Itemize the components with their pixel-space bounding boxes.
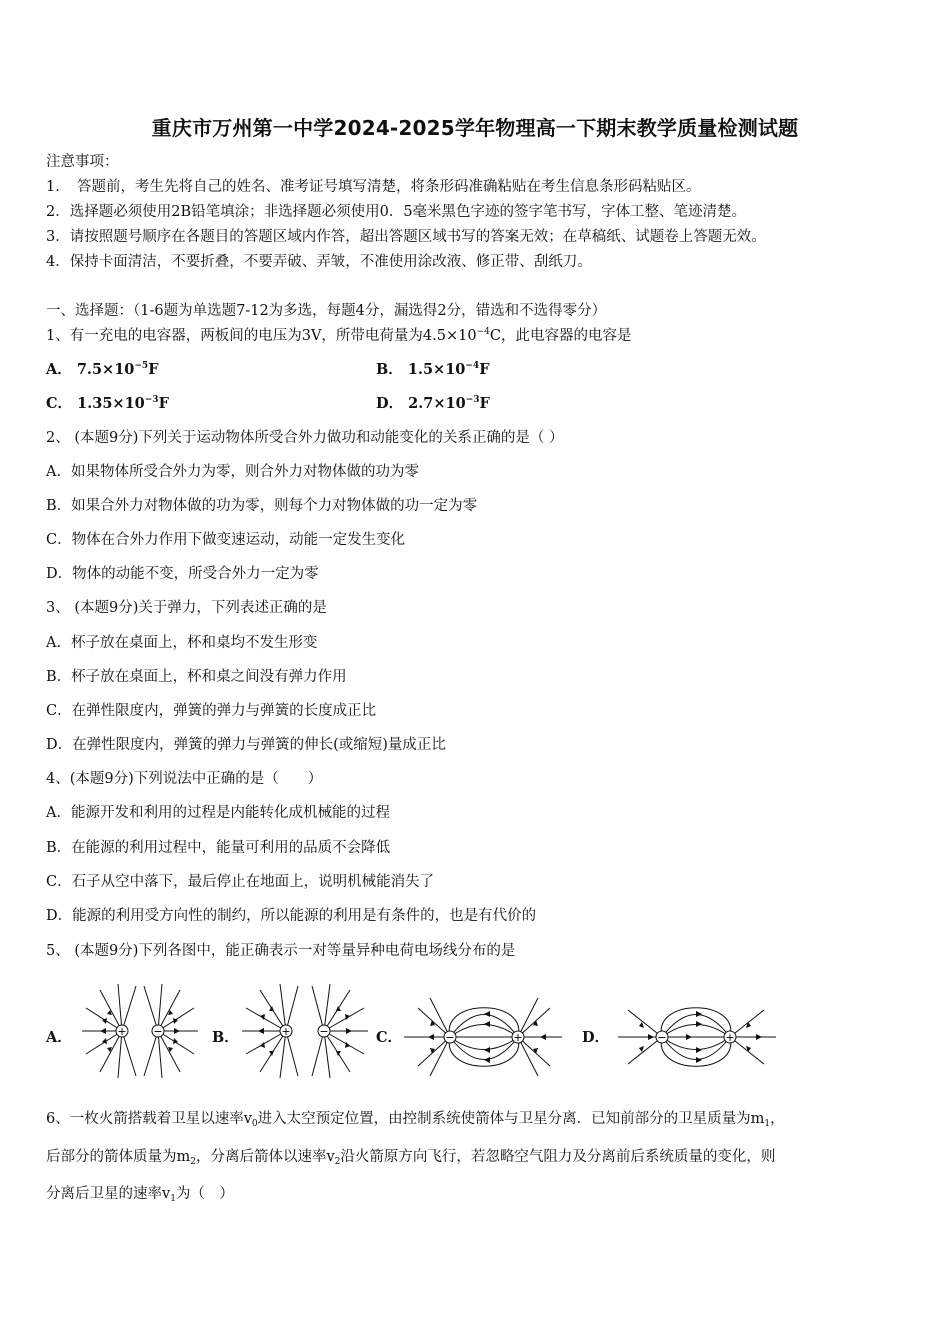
note-item-1: 1． 答题前，考生先将自己的姓名、准考证号填写清楚，将条形码准确粘贴在考生信息条形码粘贴区。 xyxy=(46,179,701,195)
plus-sign: + xyxy=(117,1025,127,1038)
q4-option-c: C．石子从空中落下，最后停止在地面上，说明机械能消失了 xyxy=(46,874,435,890)
q2-option-c: C．物体在合外力作用下做变速运动，动能一定发生变化 xyxy=(46,532,406,548)
question-4-stem: 4、(本题9分)下列说法中正确的是（ ） xyxy=(46,771,323,787)
field-lines-c xyxy=(404,998,562,1076)
field-lines-d xyxy=(618,1008,776,1067)
question-2-stem: 2、 (本题9分)下列关于运动物体所受合外力做功和动能变化的关系正确的是（ ） xyxy=(46,430,564,446)
q4-option-b: B．在能源的利用过程中，能量可利用的品质不会降低 xyxy=(46,840,391,856)
question-5-stem: 5、 (本题9分)下列各图中，能正确表示一对等量异种电荷电场线分布的是 xyxy=(46,943,516,959)
q1-option-d: D． $2.7\times 10^{-3}F$ xyxy=(376,395,490,412)
note-item-2: 2．选择题必须使用2B铅笔填涂；非选择题必须使用0．5毫米黑色字迹的签字笔书写，字体工整、笔迹清楚。 xyxy=(46,204,747,220)
question-6-line-1: 6、一枚火箭搭载着卫星以速率$v_0$进入太空预定位置，由控制系统使箭体与卫星分离．已知前部分的卫星质量为$m_1$， xyxy=(46,1111,785,1129)
section-heading: 一、选择题：（1-6题为单选题7-12为多选，每题4分，漏选得2分，错选和不选得零分） xyxy=(46,303,607,319)
q2-option-d: D．物体的动能不变，所受合外力一定为零 xyxy=(46,566,319,582)
question-6-line-3: 分离后卫星的速率$v_1$为（ ） xyxy=(46,1186,234,1204)
q1-option-a: A． $7.5\times 10^{-5}F$ xyxy=(46,361,159,378)
q5-label-c: C． xyxy=(376,1029,403,1046)
note-item-3: 3．请按照题号顺序在各题目的答题区域内作答，超出答题区域书写的答案无效；在草稿纸、试题卷上答题无效。 xyxy=(46,229,766,245)
q1-option-b: B． $1.5\times 10^{-4}F$ xyxy=(376,361,490,378)
q3-option-b: B．杯子放在桌面上，杯和桌之间没有弹力作用 xyxy=(46,669,347,685)
field-diagram-a xyxy=(74,978,206,1088)
notes-heading: 注意事项： xyxy=(46,154,119,170)
q4-option-d: D．能源的利用受方向性的制约，所以能源的利用是有条件的，也是有代价的 xyxy=(46,908,537,924)
plus-sign: + xyxy=(725,1031,735,1044)
minus-sign: − xyxy=(445,1031,455,1044)
q1-option-c: C． $1.35\times 10^{-3}F$ xyxy=(46,395,169,412)
note-item-4: 4．保持卡面清洁，不要折叠，不要弄破、弄皱，不准使用涂改液、修正带、刮纸刀。 xyxy=(46,254,592,270)
field-diagram-c xyxy=(400,990,566,1086)
question-1-stem: 1、有一充电的电容器，两板间的电压为3V，所带电荷量为$4.5\times 10^{-4}C$，此电容器的电容是 xyxy=(46,327,632,344)
minus-sign: − xyxy=(153,1025,163,1038)
question-6-line-2: 后部分的箭体质量为$m_2$，分离后箭体以速率$v_2$沿火箭原方向飞行，若忽略空气阻力及分离前后系统质量的变化，则 xyxy=(46,1149,776,1167)
q5-label-b: B． xyxy=(212,1029,239,1046)
plus-sign: + xyxy=(281,1025,291,1038)
field-diagram-b xyxy=(238,978,372,1088)
q4-option-a: A．能源开发和利用的过程是内能转化成机械能的过程 xyxy=(46,805,390,821)
q2-option-b: B．如果合外力对物体做的功为零，则每个力对物体做的功一定为零 xyxy=(46,498,478,514)
page-title: 重庆市万州第一中学2024-2025学年物理高一下期末教学质量检测试题 xyxy=(151,116,799,140)
q3-option-d: D．在弹性限度内，弹簧的弹力与弹簧的伸长(或缩短)量成正比 xyxy=(46,737,446,753)
minus-sign: − xyxy=(657,1031,667,1044)
q3-option-a: A．杯子放在桌面上，杯和桌均不发生形变 xyxy=(46,635,318,651)
q3-option-c: C．在弹性限度内，弹簧的弹力与弹簧的长度成正比 xyxy=(46,703,377,719)
field-lines-a xyxy=(82,984,198,1078)
field-diagram-d xyxy=(614,990,780,1086)
minus-sign: − xyxy=(319,1025,329,1038)
question-3-stem: 3、 (本题9分)关于弹力，下列表述正确的是 xyxy=(46,600,327,616)
q2-option-a: A．如果物体所受合外力为零，则合外力对物体做的功为零 xyxy=(46,464,419,480)
plus-sign: + xyxy=(513,1031,523,1044)
q5-label-d: D． xyxy=(582,1029,610,1046)
q5-label-a: A． xyxy=(46,1029,72,1046)
